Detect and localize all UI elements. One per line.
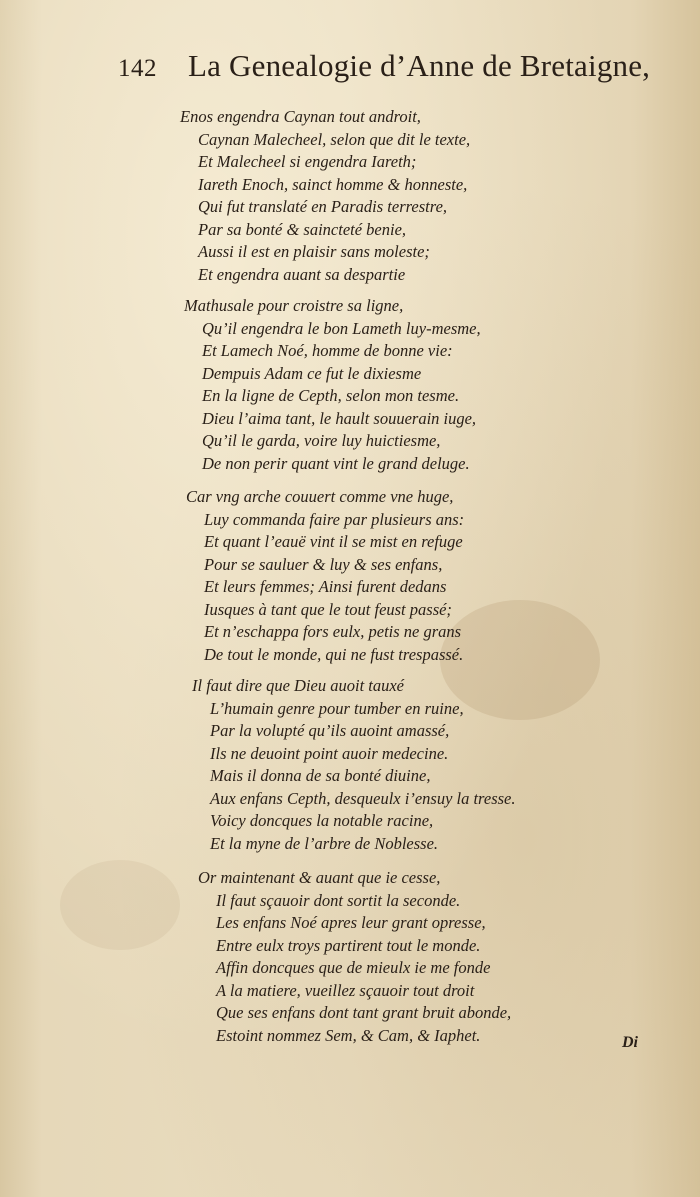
verse-line: En la ligne de Cepth, selon mon tesme. bbox=[202, 386, 460, 405]
catchword: Di bbox=[622, 1034, 638, 1051]
verse-line: Qui fut translaté en Paradis terrestre, bbox=[198, 197, 448, 216]
verse-line: Et Lamech Noé, homme de bonne vie: bbox=[202, 341, 453, 360]
verse-line: Et leurs femmes; Ainsi furent dedans bbox=[204, 577, 447, 596]
verse-line: Ils ne deuoint point auoir medecine. bbox=[210, 743, 449, 763]
verse-line: Entre eulx troys partirent tout le monde. bbox=[216, 935, 481, 955]
verse-line: Qu’il engendra le bon Lameth luy-mesme, bbox=[202, 318, 481, 338]
verse-line: Affin doncques que de mieulx ie me fonde bbox=[216, 958, 491, 977]
verse-line: Mathusale pour croistre sa ligne, bbox=[184, 296, 404, 315]
verse-line: Et la myne de l’arbre de Noblesse. bbox=[210, 833, 439, 853]
verse-line: Mais il donna de sa bonté diuine, bbox=[210, 766, 431, 785]
verse-line: Estoint nommez Sem, & Cam, & Iaphet. bbox=[216, 1025, 481, 1045]
stanza-5 bbox=[198, 867, 511, 1047]
verse-line: Car vng arche couuert comme vne huge, bbox=[186, 487, 454, 506]
verse-line: Caynan Malecheel, selon que dit le texte, bbox=[198, 129, 471, 149]
verse-line: Aux enfans Cepth, desqueulx i’ensuy la tresse. bbox=[210, 788, 516, 808]
verse-line: A la matiere, vueillez sçauoir tout droit bbox=[216, 980, 475, 1000]
verse-line: Or maintenant & auant que ie cesse, bbox=[198, 868, 441, 887]
verse-line: Et quant l’eauë vint il se mist en refuge bbox=[204, 532, 463, 551]
stanza-3 bbox=[186, 486, 464, 666]
running-title: La Genealogie d’Anne de Bretaigne, bbox=[188, 48, 651, 83]
verse-line: Que ses enfans dont tant grant bruit abonde, bbox=[216, 1003, 512, 1022]
verse-line: Qu’il le garda, voire luy huictiesme, bbox=[202, 431, 441, 450]
verse-line: Et n’eschappa fors eulx, petis ne grans bbox=[204, 622, 462, 641]
verse-line: Luy commanda faire par plusieurs ans: bbox=[204, 509, 465, 529]
verse-line: Pour se sauluer & luy & ses enfans, bbox=[204, 554, 443, 574]
verse-line: De non perir quant vint le grand deluge. bbox=[202, 453, 470, 473]
verse-line: Et Malecheel si engendra Iareth; bbox=[198, 152, 417, 171]
page-number: 142 bbox=[118, 55, 157, 82]
verse-line: Par sa bonté & saincteté benie, bbox=[198, 219, 407, 239]
stanza-2 bbox=[184, 295, 481, 475]
verse-line: Voicy doncques la notable racine, bbox=[210, 811, 434, 830]
verse-line: Iareth Enoch, sainct homme & honneste, bbox=[198, 174, 468, 194]
verse-line: Aussi il est en plaisir sans moleste; bbox=[198, 242, 430, 261]
verse-line: L’humain genre pour tumber en ruine, bbox=[210, 698, 464, 718]
verse-line: Enos engendra Caynan tout androit, bbox=[180, 107, 421, 126]
verse-line: Dempuis Adam ce fut le dixiesme bbox=[202, 363, 422, 383]
verse-line: Iusques à tant que le tout feust passé; bbox=[204, 599, 452, 619]
stanza-1 bbox=[180, 106, 470, 286]
verse-line: Il faut sçauoir dont sortit la seconde. bbox=[216, 890, 461, 910]
verse-line: De tout le monde, qui ne fust trespassé. bbox=[204, 644, 464, 664]
verse-line: Dieu l’aima tant, le hault souuerain iuge, bbox=[202, 408, 477, 428]
stanza-4 bbox=[192, 675, 515, 855]
paper-stain bbox=[60, 860, 180, 950]
verse-line: Et engendra auant sa despartie bbox=[198, 264, 406, 284]
verse-line: Les enfans Noé apres leur grant opresse, bbox=[216, 913, 486, 932]
verse-line: Par la volupté qu’ils auoint amassé, bbox=[210, 721, 450, 740]
verse-line: Il faut dire que Dieu auoit tauxé bbox=[192, 676, 405, 695]
